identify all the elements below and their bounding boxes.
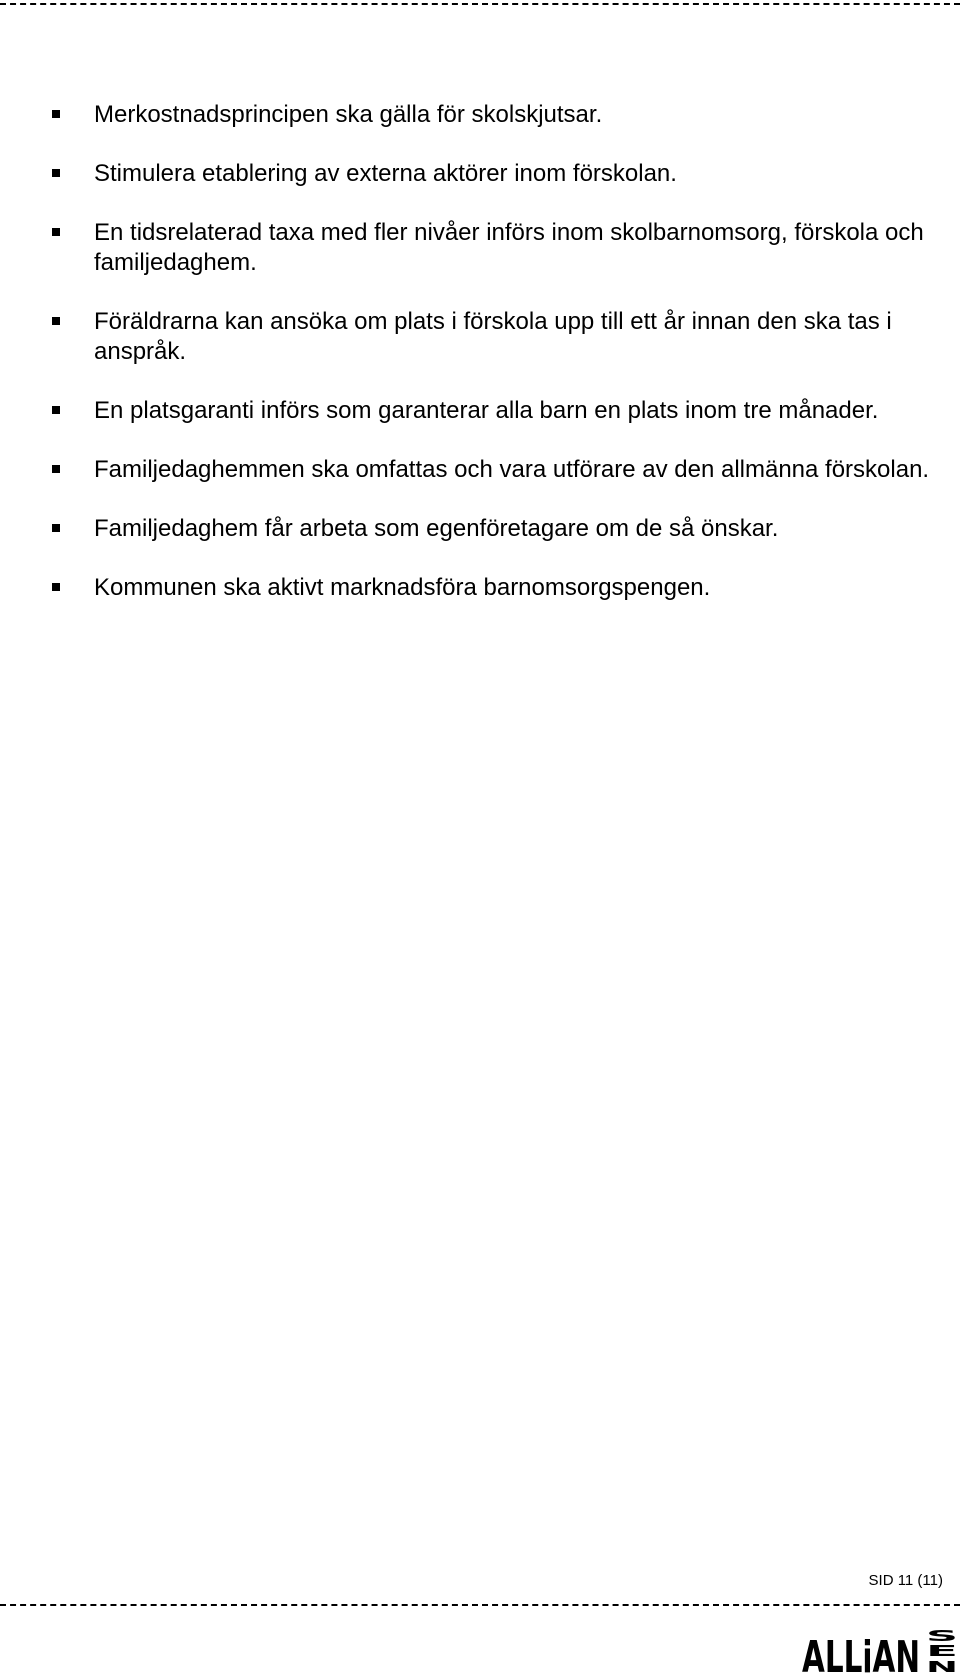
list-item-text: Kommunen ska aktivt marknadsföra barnomsorgspengen.: [94, 574, 711, 601]
logo-side-text-top: S: [926, 1627, 958, 1645]
top-dashed-rule: [0, 3, 960, 5]
bottom-dashed-rule: [0, 1604, 960, 1606]
list-item: [52, 100, 952, 130]
square-bullet-icon: [52, 583, 60, 591]
list-item-text: Föräldrarna kan ansöka om plats i förskola upp till ett år innan den ska tas i anspråk.: [94, 308, 892, 365]
square-bullet-icon: [52, 524, 60, 532]
list-item: [52, 218, 952, 278]
bullet-list: [52, 100, 952, 632]
logo-side-text-bottom: N: [926, 1658, 958, 1674]
square-bullet-icon: [52, 465, 60, 473]
alliansen-logo: [802, 1626, 960, 1674]
square-bullet-icon: [52, 317, 60, 325]
list-item: [52, 396, 952, 426]
list-item: [52, 573, 952, 603]
list-item-text: Familjedaghem får arbeta som egenföretagare om de så önskar.: [94, 515, 779, 542]
square-bullet-icon: [52, 228, 60, 236]
list-item: [52, 307, 952, 367]
list-item: [52, 159, 952, 189]
square-bullet-icon: [52, 169, 60, 177]
list-item-text: Familjedaghemmen ska omfattas och vara utförare av den allmänna förskolan.: [94, 456, 930, 483]
square-bullet-icon: [52, 406, 60, 414]
square-bullet-icon: [52, 110, 60, 118]
list-item-text: Merkostnadsprincipen ska gälla för skolskjutsar.: [94, 101, 603, 128]
page-number: SID 11 (11): [868, 1572, 943, 1589]
list-item-text: En tidsrelaterad taxa med fler nivåer införs inom skolbarnomsorg, förskola och familjedaghem.: [94, 219, 924, 276]
logo-side-text-mid: E: [926, 1642, 958, 1660]
list-item: [52, 514, 952, 544]
list-item-text: En platsgaranti införs som garanterar alla barn en plats inom tre månader.: [94, 397, 879, 424]
list-item: [52, 455, 952, 485]
list-item-text: Stimulera etablering av externa aktörer inom förskolan.: [94, 160, 677, 187]
logo-main-text: ALLiAN: [802, 1632, 920, 1674]
